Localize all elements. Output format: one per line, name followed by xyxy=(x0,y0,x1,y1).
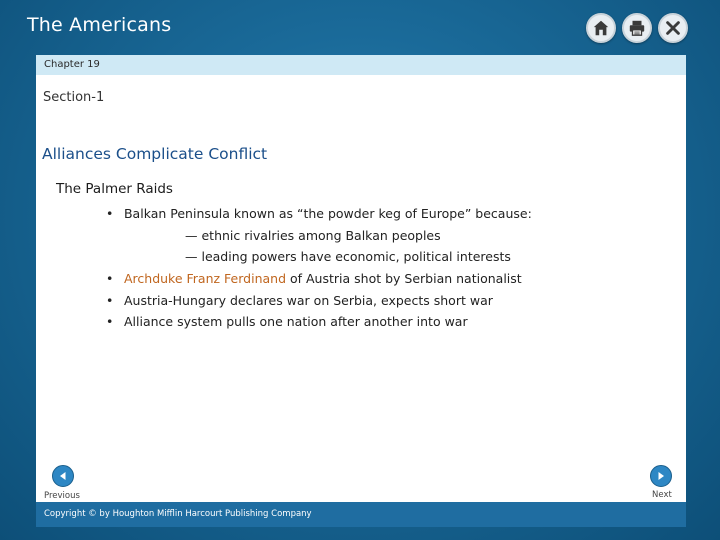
sub-bullet-item xyxy=(36,225,686,247)
arrow-left-icon xyxy=(58,471,68,481)
next-label[interactable]: Next xyxy=(652,490,672,500)
previous-label[interactable]: Previous xyxy=(44,491,80,501)
sub-bullet-item xyxy=(36,246,686,268)
home-icon xyxy=(592,19,610,37)
print-icon xyxy=(628,19,646,37)
close-icon xyxy=(664,19,682,37)
footer-bar xyxy=(36,502,686,527)
next-button[interactable] xyxy=(650,465,672,487)
bullet-text: Alliance system pulls one nation after another into war xyxy=(123,314,468,330)
copyright-text: Copyright © by Houghton Mifflin Harcourt Publishing Company xyxy=(44,509,312,519)
bullet-item xyxy=(36,268,686,290)
toolbar xyxy=(586,13,688,43)
print-button[interactable] xyxy=(622,13,652,43)
bullet-item xyxy=(36,203,686,225)
section-label: Section-1 xyxy=(43,90,105,105)
bullet-item xyxy=(36,290,686,312)
slide-subheading: The Palmer Raids xyxy=(56,181,173,197)
bullet-list xyxy=(36,203,686,333)
arrow-right-icon xyxy=(656,471,666,481)
sub-bullet-text: — ethnic rivalries among Balkan peoples xyxy=(185,227,441,243)
previous-button[interactable] xyxy=(52,465,74,487)
highlighted-term: Archduke Franz Ferdinand xyxy=(123,271,287,287)
bullet-text: Austria-Hungary declares war on Serbia, expects short war xyxy=(123,292,493,308)
home-button[interactable] xyxy=(586,13,616,43)
sub-bullet-text: — leading powers have economic, political interests xyxy=(185,249,511,265)
bullet-item xyxy=(36,311,686,333)
chapter-label: Chapter 19 xyxy=(44,59,100,70)
slide-frame xyxy=(36,55,686,527)
app-title: The Americans xyxy=(27,14,172,36)
bullet-text: of Austria shot by Serbian nationalist xyxy=(286,271,522,287)
chapter-bar xyxy=(36,55,686,75)
close-button[interactable] xyxy=(658,13,688,43)
slide-heading: Alliances Complicate Conflict xyxy=(42,145,268,163)
bullet-text: Balkan Peninsula known as “the powder keg of Europe” because: xyxy=(123,206,532,221)
